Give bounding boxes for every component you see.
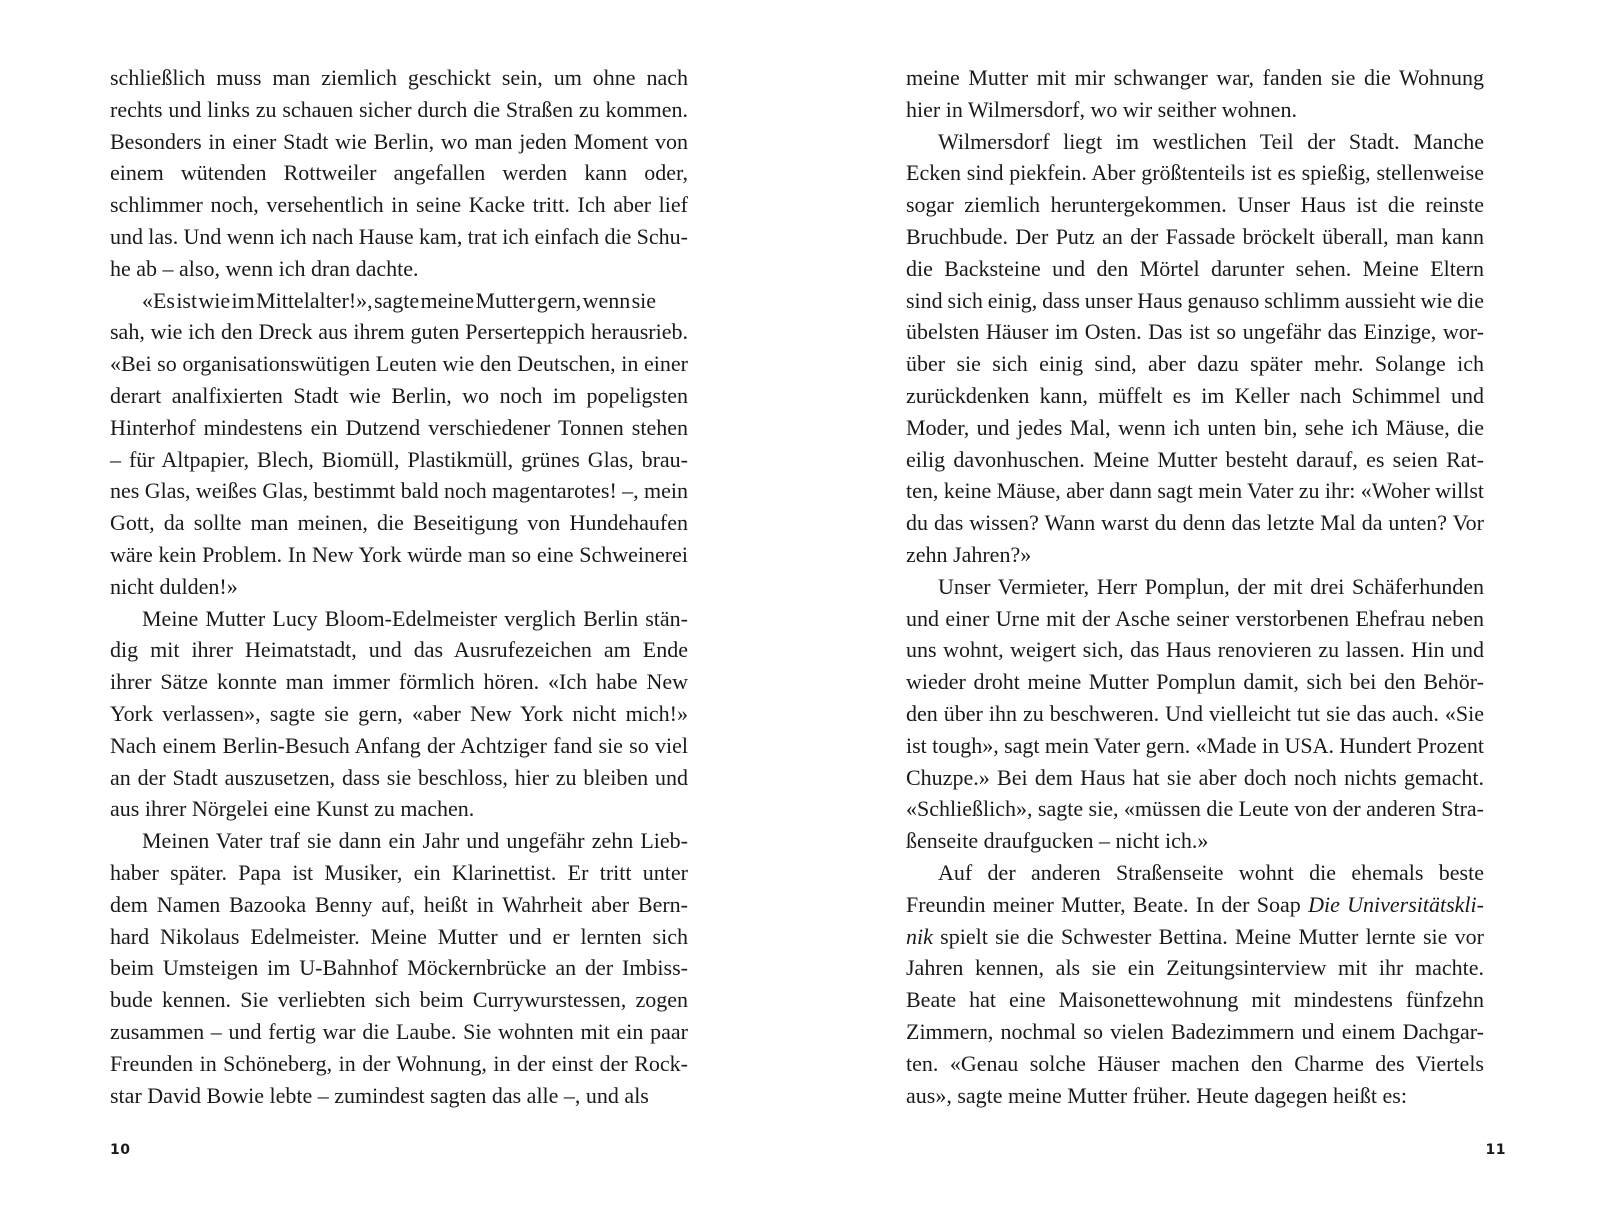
text-line: Besonders in einer Stadt wie Berlin, wo man jeden Moment von	[110, 128, 688, 154]
text-line: beim Umsteigen im U-Bahnhof Möckernbrücke an der Imbiss-	[110, 955, 688, 981]
text-line: dem Namen Bazooka Benny auf, heißt in Wahrheit aber Bern-	[110, 891, 688, 917]
text-line: Meinen Vater traf sie dann ein Jahr und ungefähr zehn Lieb-	[142, 828, 688, 854]
text-line: zusammen – und fertig war die Laube. Sie wohnten mit ein paar	[110, 1018, 688, 1044]
text-line: rechts und links zu schauen sicher durch die Straßen zu kommen.	[110, 96, 688, 122]
text-segment: Freundin meiner Mutter, Beate. In der Soap	[906, 891, 1309, 917]
text-line: Auf der anderen Straßenseite wohnt die ehemals beste	[938, 859, 1484, 885]
text-line: York verlassen», sagte sie gern, «aber New York nicht mich!»	[110, 700, 688, 726]
text-line: «Schließlich», sagte sie, «müssen die Leute von der anderen Stra-	[906, 796, 1484, 822]
text-line: Meine Mutter Lucy Bloom-Edelmeister verglich Berlin stän-	[142, 605, 688, 631]
paragraph	[906, 571, 1484, 857]
text-line: «Bei so organisationswütigen Leuten wie den Deutschen, in einer	[110, 351, 688, 377]
text-line: wäre kein Problem. In New York würde man so eine Schweinerei	[110, 541, 688, 567]
text-line: ihrer Sätze konnte man immer förmlich hören. «Ich habe New	[110, 669, 688, 695]
text-line: und einer Urne mit der Asche seiner verstorbenen Ehefrau neben	[906, 605, 1484, 631]
text-line: den über ihn zu beschweren. Und vielleicht tut sie das auch. «Sie	[906, 700, 1484, 726]
text-line: Nach einem Berlin-Besuch Anfang der Achtziger fand sie so viel	[110, 732, 688, 758]
paragraph	[110, 825, 688, 1111]
show-title-italic: nik	[906, 923, 933, 949]
paragraph	[906, 62, 1484, 126]
text-line: hier in Wilmersdorf, wo wir seither wohnen.	[906, 96, 1297, 122]
text-line: ten, keine Mäuse, aber dann sagt mein Vater zu ihr: «Woher willst	[906, 478, 1484, 504]
text-line: hard Nikolaus Edelmeister. Meine Mutter und er lernten sich	[110, 923, 688, 949]
text-line: Chuzpe.» Bei dem Haus hat sie aber doch noch nichts gemacht.	[906, 764, 1484, 790]
paragraph	[110, 285, 688, 603]
text-line: dig mit ihrer Heimatstadt, und das Ausrufezeichen am Ende	[110, 637, 688, 663]
text-line: ten. «Genau solche Häuser machen den Charme des Viertels	[906, 1050, 1484, 1076]
text-line: einem wütenden Rottweiler angefallen werden kann oder,	[110, 160, 688, 186]
text-line: zurückdenken kann, müffelt es im Keller nach Schimmel und	[906, 382, 1484, 408]
show-title-italic: Die Universitätskli-	[1308, 891, 1484, 917]
paragraph	[906, 857, 1484, 1111]
text-line: haber später. Papa ist Musiker, ein Klarinettist. Er tritt unter	[110, 859, 688, 885]
text-line: Unser Vermieter, Herr Pomplun, der mit drei Schäferhunden	[938, 573, 1484, 599]
text-segment: spielt sie die Schwester Bettina. Meine Mutter lernte sie vor	[932, 923, 1484, 949]
text-line: über sie sich einig sind, aber dazu später mehr. Solange ich	[906, 351, 1484, 377]
text-line: Zimmern, nochmal so vielen Badezimmern und einem Dachgar-	[906, 1018, 1484, 1044]
text-line: «Es ist wie im Mittelalter!», sagte meine Mutter gern, wenn sie	[142, 287, 656, 313]
text-line: Freunden in Schöneberg, in der Wohnung, in der einst der Rock-	[110, 1050, 688, 1076]
text-line: aus ihrer Nörgelei eine Kunst zu machen.	[110, 796, 475, 822]
text-line: Moder, und jedes Mal, wenn ich unten bin, sehe ich Mäuse, die	[906, 414, 1484, 440]
text-line: meine Mutter mit mir schwanger war, fanden sie die Wohnung	[906, 65, 1484, 90]
text-line: aus», sagte meine Mutter früher. Heute dagegen heißt es:	[906, 1082, 1407, 1108]
right-page	[906, 62, 1484, 1162]
text-line	[906, 889, 1484, 921]
text-line: nes Glas, weißes Glas, bestimmt bald noch magentarotes! –, mein	[110, 478, 688, 504]
text-line: sah, wie ich den Dreck aus ihrem guten Perserteppich herausrieb.	[110, 319, 688, 345]
text-line: star David Bowie lebte – zumindest sagten das alle –, und als	[110, 1082, 649, 1108]
text-line: sind sich einig, dass unser Haus genauso schlimm aussieht wie die	[906, 287, 1484, 313]
text-line: und las. Und wenn ich nach Hause kam, trat ich einfach die Schu-	[110, 223, 688, 249]
text-line: an der Stadt auszusetzen, dass sie beschloss, hier zu bleiben und	[110, 764, 688, 790]
text-line: ßenseite draufgucken – nicht ich.»	[906, 828, 1209, 854]
text-line: Jahren kennen, als sie ein Zeitungsinterview mit ihr machte.	[906, 955, 1484, 981]
text-line	[906, 921, 1484, 953]
text-line: Hinterhof mindestens ein Dutzend verschiedener Tonnen stehen	[110, 414, 688, 440]
text-line: Beate hat eine Maisonettewohnung mit mindestens fünfzehn	[906, 987, 1484, 1013]
left-page	[110, 62, 688, 1162]
text-line: zehn Jahren?»	[906, 541, 1032, 567]
paragraph	[110, 603, 688, 826]
page-number-right: 11	[1485, 1142, 1506, 1158]
text-line: ist tough», sagt mein Vater gern. «Made in USA. Hundert Prozent	[906, 732, 1484, 758]
text-line: – für Altpapier, Blech, Biomüll, Plastikmüll, grünes Glas, brau-	[110, 446, 688, 472]
text-line: uns wohnt, weigert sich, das Haus renovieren zu lassen. Hin und	[906, 637, 1484, 663]
text-line: schlimmer noch, versehentlich in seine Kacke tritt. Ich aber lief	[110, 192, 688, 218]
text-line: eilig davonhuschen. Meine Mutter besteht darauf, es seien Rat-	[906, 446, 1484, 472]
text-line: die Backsteine und den Mörtel darunter sehen. Meine Eltern	[906, 255, 1484, 281]
text-line: bude kennen. Sie verliebten sich beim Currywurstessen, zogen	[110, 987, 688, 1013]
text-line: Wilmersdorf liegt im westlichen Teil der Stadt. Manche	[938, 128, 1484, 154]
text-line: Ecken sind piekfein. Aber größtenteils ist es spießig, stellenweise	[906, 160, 1484, 186]
text-line: übelsten Häuser im Osten. Das ist so ungefähr das Einzige, wor-	[906, 319, 1484, 345]
paragraph	[110, 62, 688, 285]
text-line: du das wissen? Wann warst du denn das letzte Mal da unten? Vor	[906, 510, 1484, 536]
text-line: he ab – also, wenn ich dran dachte.	[110, 255, 419, 281]
text-line: wieder droht meine Mutter Pomplun damit, sich bei den Behör-	[906, 669, 1484, 695]
text-line: sogar ziemlich heruntergekommen. Unser Haus ist die reinste	[906, 192, 1484, 218]
page-number-left: 10	[110, 1142, 131, 1158]
text-line: Gott, da sollte man meinen, die Beseitigung von Hundehaufen	[110, 510, 688, 536]
text-line: schließlich muss man ziemlich geschickt sein, um ohne nach	[110, 65, 688, 90]
text-line: derart analfixierten Stadt wie Berlin, wo noch im popeligsten	[110, 382, 688, 408]
text-line: nicht dulden!»	[110, 573, 238, 599]
text-line: Bruchbude. Der Putz an der Fassade bröckelt überall, man kann	[906, 223, 1484, 249]
paragraph	[906, 126, 1484, 571]
